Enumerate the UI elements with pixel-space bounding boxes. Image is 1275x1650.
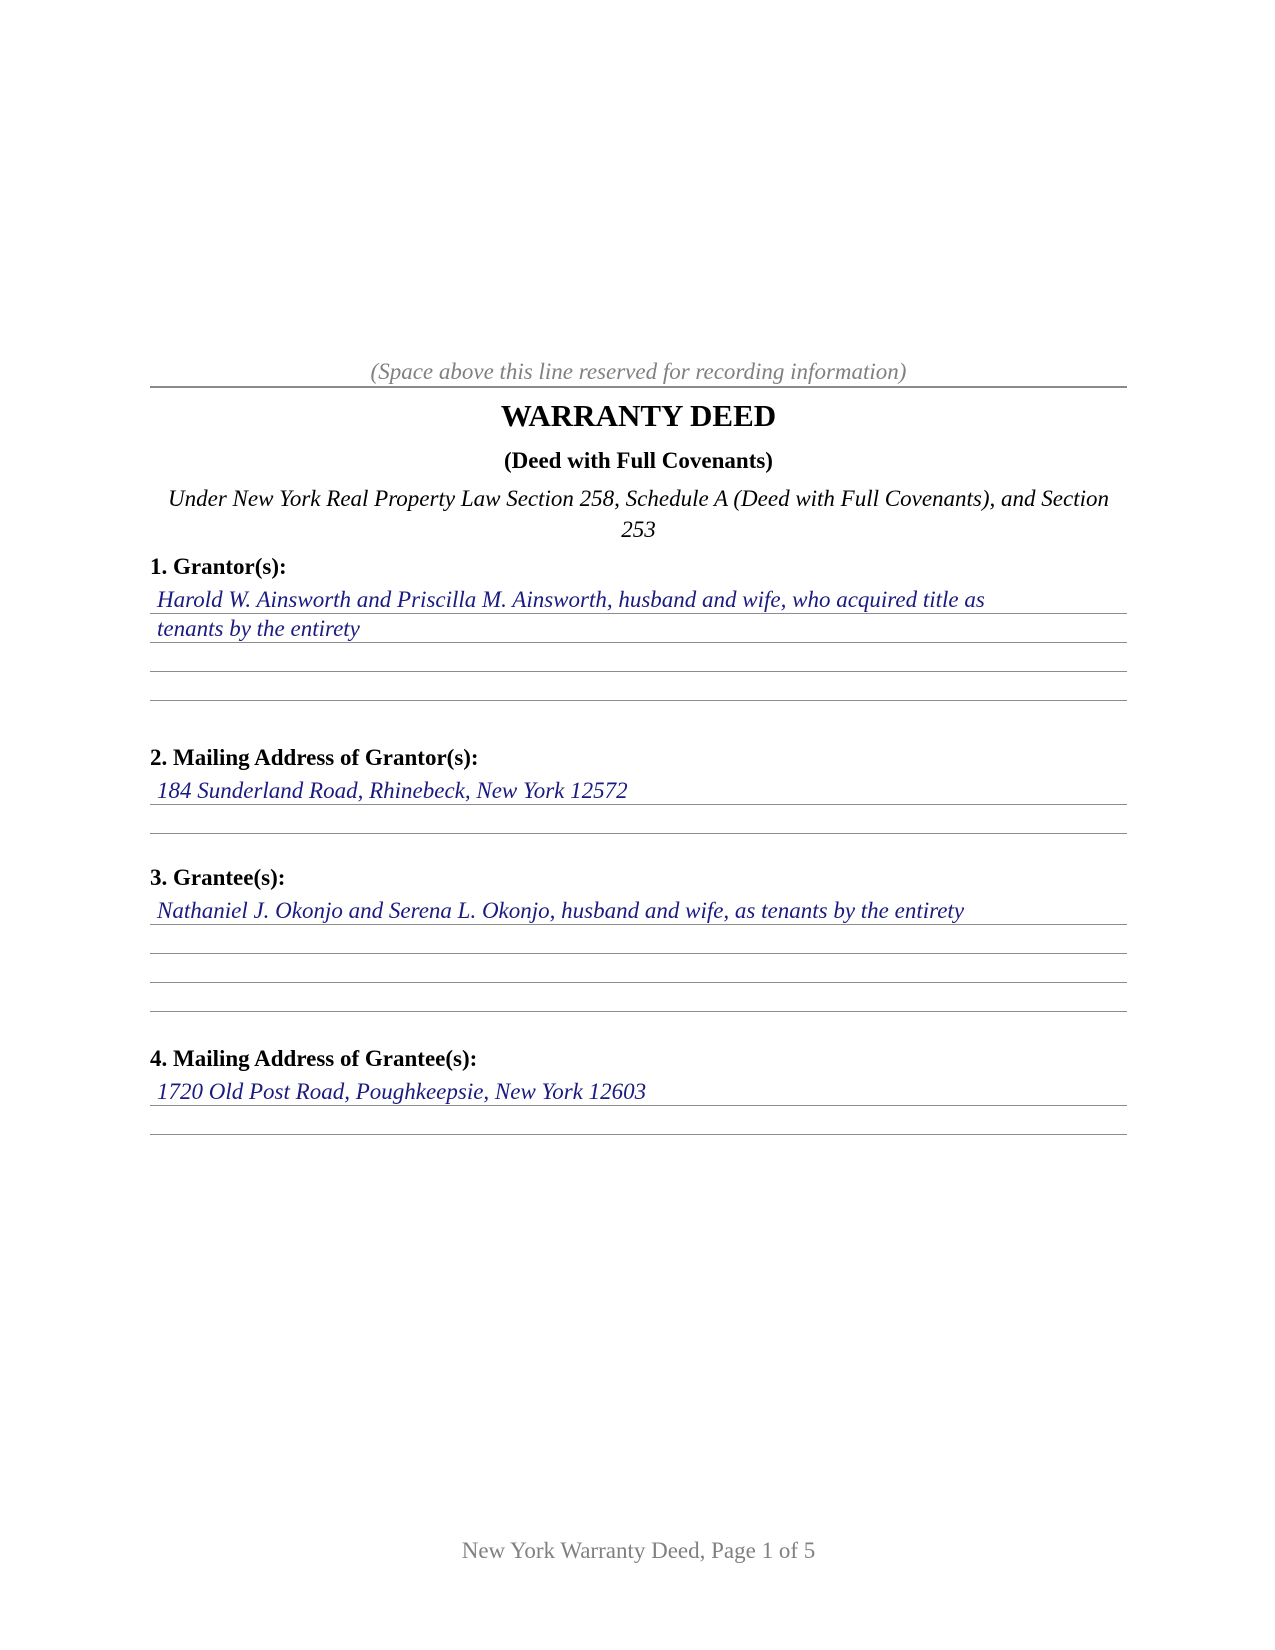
grantor-section (150, 552, 1127, 701)
grantee-line-3[interactable] (150, 954, 1127, 983)
grantee-address-lines (150, 1077, 1127, 1135)
document-subtitle: (Deed with Full Covenants) (504, 448, 773, 473)
recording-space-note: (Space above this line reserved for recording information) (370, 359, 907, 384)
grantor-address-section (150, 743, 1127, 834)
grantee-line-4[interactable] (150, 983, 1127, 1012)
grantee-address-section (150, 1044, 1127, 1135)
grantor-address-lines (150, 776, 1127, 834)
grantor-address-line-2[interactable] (150, 805, 1127, 834)
grantee-line-1[interactable]: Nathaniel J. Okonjo and Serena L. Okonjo, husband and wife, as tenants by the entirety (150, 896, 1127, 925)
grantee-label: 3. Grantee(s): (150, 865, 286, 890)
grantor-lines (150, 585, 1127, 701)
grantor-line-4[interactable] (150, 672, 1127, 701)
grantor-line-1[interactable]: Harold W. Ainsworth and Priscilla M. Ainsworth, husband and wife, who acquired title as (150, 585, 1127, 614)
grantor-address-label: 2. Mailing Address of Grantor(s): (150, 745, 479, 770)
grantee-lines (150, 896, 1127, 1012)
grantee-address-label: 4. Mailing Address of Grantee(s): (150, 1046, 478, 1071)
page-footer: New York Warranty Deed, Page 1 of 5 (461, 1538, 816, 1563)
grantee-line-2[interactable] (150, 925, 1127, 954)
grantor-address-line-1[interactable]: 184 Sunderland Road, Rhinebeck, New York 12572 (150, 776, 1127, 805)
recording-divider (150, 386, 1127, 388)
statute-reference: Under New York Real Property Law Section 258, Schedule A (Deed with Full Covenants), and Section 253 (168, 486, 1109, 542)
grantor-label: 1. Grantor(s): (150, 554, 287, 579)
document-title: WARRANTY DEED (500, 398, 777, 433)
grantee-section (150, 863, 1127, 1012)
grantor-line-2[interactable]: tenants by the entirety (150, 614, 1127, 643)
grantee-address-line-1[interactable]: 1720 Old Post Road, Poughkeepsie, New York 12603 (150, 1077, 1127, 1106)
deed-page (150, 0, 1127, 1650)
grantor-line-3[interactable] (150, 643, 1127, 672)
grantee-address-line-2[interactable] (150, 1106, 1127, 1135)
